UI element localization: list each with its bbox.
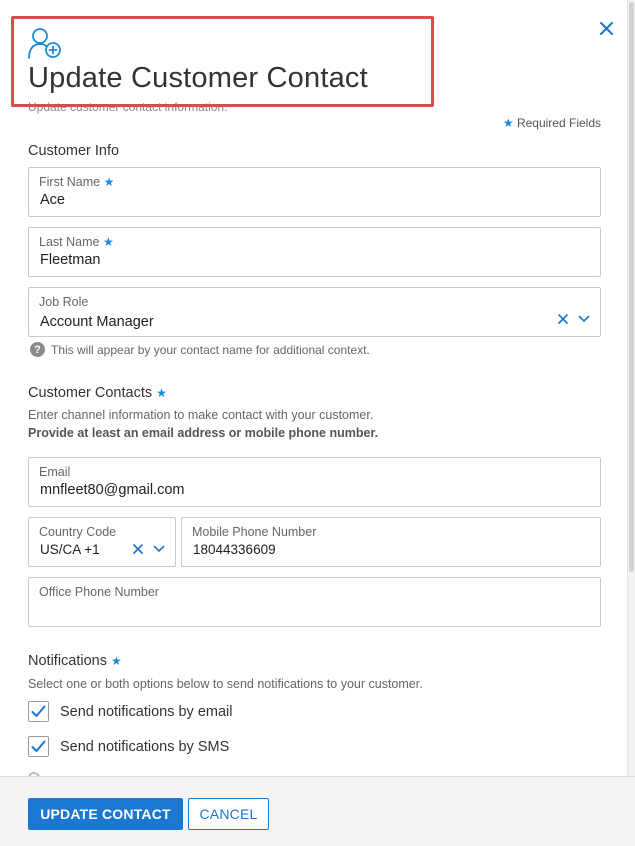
email-field[interactable] [28,457,601,507]
job-role-label: Job Role [39,295,89,309]
scrollbar-thumb[interactable] [629,2,634,572]
last-name-value: Fleetman [40,252,101,268]
cancel-button[interactable]: CANCEL [188,798,269,830]
chevron-down-icon[interactable] [153,543,165,555]
notifications-heading [28,653,122,669]
customer-info-heading: Customer Info [28,143,120,159]
job-role-select[interactable] [28,287,601,337]
first-name-label-wrap [39,175,114,189]
first-name-value: Ace [40,192,65,208]
last-name-field[interactable] [28,227,601,277]
first-name-label: First Name [39,175,101,189]
annotation-highlight-box [11,16,434,107]
notify-sms-checkbox[interactable] [28,736,49,757]
required-fields-label: Required Fields [516,116,601,130]
last-name-label: Last Name [39,235,100,249]
customer-contacts-requirement: Provide at least an email address or mobile phone number. [28,426,379,440]
notifications-title: Notifications [28,653,107,669]
customer-contacts-heading [28,385,167,401]
page-title: Update Customer Contact [28,62,368,94]
notify-sms-label: Send notifications by SMS [60,738,230,755]
mobile-phone-value: 18044336609 [193,542,276,557]
notify-sms-option[interactable] [28,736,229,757]
job-role-value: Account Manager [40,314,154,330]
first-name-field[interactable] [28,167,601,217]
close-icon[interactable] [597,19,617,39]
required-star-icon: ★ [111,654,122,668]
country-code-label: Country Code [39,525,117,539]
help-icon: ? [30,342,45,357]
office-phone-field[interactable] [28,577,601,627]
update-contact-button[interactable]: UPDATE CONTACT [28,798,183,830]
notifications-description: Select one or both options below to send notifications to your customer. [28,677,423,691]
mobile-phone-field[interactable] [181,517,601,567]
required-star-icon: ★ [103,175,115,189]
required-star-icon: ★ [502,116,514,130]
country-code-value: US/CA +1 [40,542,100,557]
notify-email-checkbox[interactable] [28,701,49,722]
mobile-phone-label: Mobile Phone Number [192,525,317,539]
email-value: mnfleet80@gmail.com [40,482,185,498]
email-label: Email [39,465,71,479]
job-role-help [30,342,370,357]
customer-contacts-title: Customer Contacts [28,385,153,401]
scrollbar[interactable] [627,0,635,776]
job-role-help-text: This will appear by your contact name for additional context. [51,342,370,357]
page-subtitle: Update customer contact information. [28,100,228,114]
checkmark-icon [31,740,46,753]
clear-icon[interactable] [132,543,144,555]
required-star-icon: ★ [102,235,114,249]
checkmark-icon [31,705,46,718]
office-phone-label: Office Phone Number [39,585,159,599]
notify-email-label: Send notifications by email [60,703,233,720]
chevron-down-icon[interactable] [578,313,590,325]
notify-email-option[interactable] [28,701,233,722]
customer-contacts-description: Enter channel information to make contact with your customer. [28,408,374,422]
required-fields-note [503,116,601,130]
clear-icon[interactable] [557,313,569,325]
required-star-icon: ★ [156,386,167,400]
country-code-select[interactable] [28,517,176,567]
last-name-label-wrap [39,235,114,249]
action-footer [0,776,635,846]
